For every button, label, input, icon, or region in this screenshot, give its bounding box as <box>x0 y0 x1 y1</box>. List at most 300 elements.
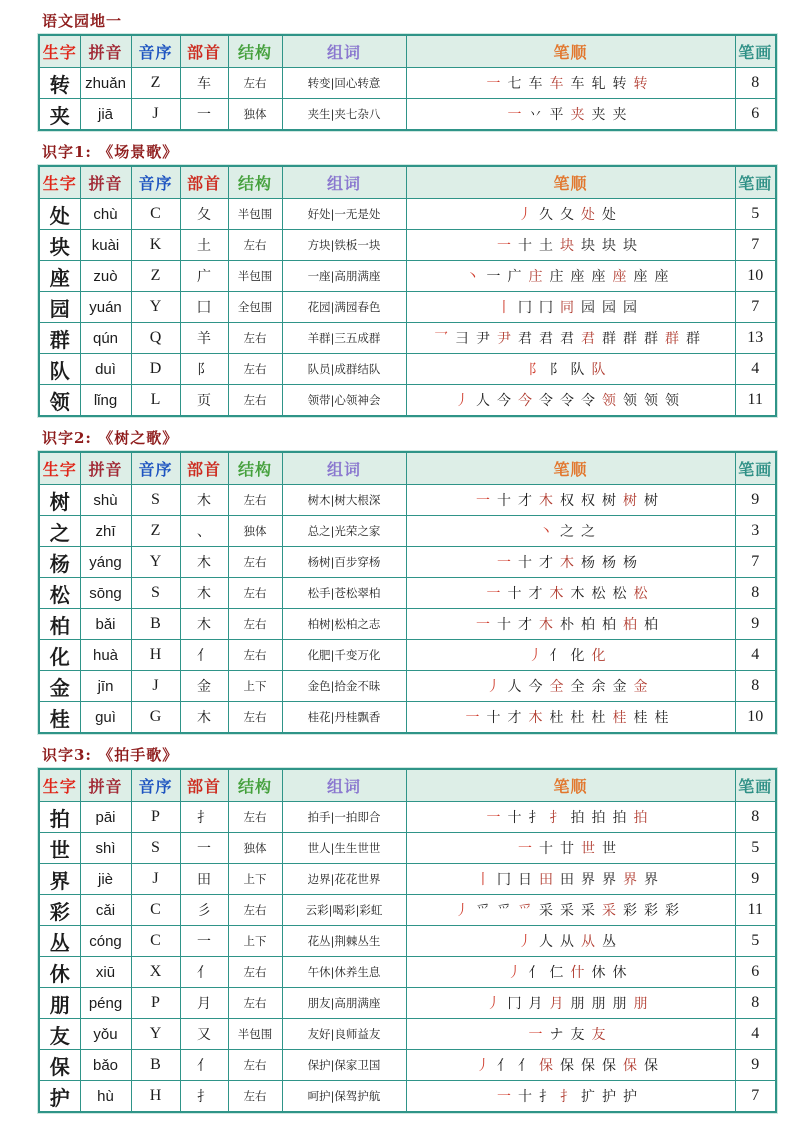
stroke-step: 杜 <box>570 710 585 726</box>
structure-cell: 左右 <box>228 323 282 354</box>
col-header-structure: 结构 <box>228 769 282 802</box>
stroke-step: 丷 <box>528 107 543 123</box>
stroke-count-cell: 9 <box>735 485 776 516</box>
stroke-step: 轧 <box>591 76 606 92</box>
col-header-initial: 音序 <box>131 769 180 802</box>
radical-cell: 月 <box>180 988 228 1019</box>
initial-cell: Z <box>131 516 180 547</box>
col-header-words: 组词 <box>282 769 406 802</box>
stroke-step: 柏 <box>623 617 637 633</box>
stroke-step: 今 <box>518 393 532 409</box>
stroke-order-cell <box>406 895 735 926</box>
stroke-step: 保 <box>560 1058 574 1074</box>
stroke-step: 处 <box>581 207 595 223</box>
hanzi-cell: 朋 <box>39 988 80 1019</box>
stroke-step: 群 <box>665 331 679 347</box>
radical-cell: 广 <box>180 261 228 292</box>
initial-cell: C <box>131 926 180 957</box>
stroke-step: 块 <box>581 238 595 254</box>
stroke-step: 乛 <box>434 331 448 347</box>
words-cell: 夹生|夹七杂八 <box>282 99 406 131</box>
pinyin-cell: duì <box>80 354 131 385</box>
stroke-step: 木 <box>549 586 564 602</box>
stroke-step: 界 <box>623 872 637 888</box>
words-cell: 友好|良师益友 <box>282 1019 406 1050</box>
section-2 <box>38 423 775 734</box>
col-header-radical: 部首 <box>180 452 228 485</box>
structure-cell: 半包围 <box>228 261 282 292</box>
pinyin-cell: yuán <box>80 292 131 323</box>
stroke-step: 拍 <box>633 810 648 826</box>
header-row <box>39 452 776 485</box>
stroke-count-cell: 7 <box>735 292 776 323</box>
stroke-step: 松 <box>612 586 627 602</box>
stroke-count-cell: 10 <box>735 261 776 292</box>
table-row <box>39 1019 776 1050</box>
structure-cell: 左右 <box>228 895 282 926</box>
stroke-step: 彩 <box>623 903 637 919</box>
stroke-step: 爫 <box>497 903 511 919</box>
stroke-step: 夂 <box>560 207 574 223</box>
header-row <box>39 166 776 199</box>
col-header-stroke_order: 笔顺 <box>406 769 735 802</box>
structure-cell: 半包围 <box>228 199 282 230</box>
words-cell: 柏树|松柏之志 <box>282 609 406 640</box>
radical-cell: 亻 <box>180 957 228 988</box>
pinyin-cell: kuài <box>80 230 131 261</box>
header-row <box>39 769 776 802</box>
stroke-step: 松 <box>633 586 648 602</box>
stroke-order-cell <box>406 1019 735 1050</box>
words-cell: 松手|苍松翠柏 <box>282 578 406 609</box>
hanzi-cell: 保 <box>39 1050 80 1081</box>
words-cell: 午休|休养生息 <box>282 957 406 988</box>
table-row <box>39 988 776 1019</box>
initial-cell: Q <box>131 323 180 354</box>
structure-cell: 左右 <box>228 609 282 640</box>
stroke-order-cell <box>406 99 735 131</box>
hanzi-cell: 柏 <box>39 609 80 640</box>
initial-cell: P <box>131 802 180 833</box>
hanzi-cell: 块 <box>39 230 80 261</box>
stroke-order-cell <box>406 1050 735 1081</box>
stroke-step: 桂 <box>612 710 627 726</box>
stroke-order-cell <box>406 230 735 261</box>
table-row <box>39 292 776 323</box>
structure-cell: 左右 <box>228 354 282 385</box>
stroke-step: 广 <box>507 269 522 285</box>
col-header-words: 组词 <box>282 35 406 68</box>
stroke-step: 丶 <box>539 524 553 540</box>
stroke-step: 田 <box>560 872 574 888</box>
col-header-stroke_count: 笔画 <box>735 452 776 485</box>
radical-cell: 木 <box>180 702 228 734</box>
col-header-pinyin: 拼音 <box>80 35 131 68</box>
pinyin-cell: zhuǎn <box>80 68 131 99</box>
stroke-step: 界 <box>602 872 616 888</box>
stroke-order-cell <box>406 609 735 640</box>
words-cell: 保护|保家卫国 <box>282 1050 406 1081</box>
stroke-step: 今 <box>528 679 543 695</box>
stroke-step: 护 <box>623 1089 637 1105</box>
pinyin-cell: jiā <box>80 99 131 131</box>
radical-cell: 扌 <box>180 802 228 833</box>
col-header-words: 组词 <box>282 452 406 485</box>
table-row <box>39 385 776 417</box>
stroke-step: 木 <box>539 617 553 633</box>
stroke-step: 人 <box>539 934 553 950</box>
stroke-step: 座 <box>612 269 627 285</box>
stroke-step: 七 <box>507 76 522 92</box>
structure-cell: 左右 <box>228 547 282 578</box>
table-row <box>39 802 776 833</box>
structure-cell: 独体 <box>228 516 282 547</box>
section-3 <box>38 740 775 1113</box>
stroke-step: 世 <box>602 841 616 857</box>
words-cell: 边界|花花世界 <box>282 864 406 895</box>
stroke-order-cell <box>406 547 735 578</box>
stroke-step: 座 <box>591 269 606 285</box>
stroke-step: 丿 <box>486 679 501 695</box>
pinyin-cell: cǎi <box>80 895 131 926</box>
stroke-step: 冂 <box>518 300 532 316</box>
stroke-step: 保 <box>581 1058 595 1074</box>
stroke-step: 松 <box>591 586 606 602</box>
stroke-step: 座 <box>654 269 669 285</box>
table-row <box>39 323 776 354</box>
stroke-step: 群 <box>686 331 700 347</box>
radical-cell: 田 <box>180 864 228 895</box>
stroke-step: 朋 <box>570 996 585 1012</box>
stroke-step: 车 <box>549 76 564 92</box>
pinyin-cell: péng <box>80 988 131 1019</box>
section-1 <box>38 137 775 417</box>
stroke-step: 保 <box>644 1058 658 1074</box>
hanzi-cell: 休 <box>39 957 80 988</box>
stroke-count-cell: 7 <box>735 1081 776 1113</box>
table-row <box>39 261 776 292</box>
hanzi-cell: 座 <box>39 261 80 292</box>
initial-cell: H <box>131 640 180 671</box>
stroke-step: 十 <box>518 238 532 254</box>
structure-cell: 左右 <box>228 385 282 417</box>
stroke-step: 朴 <box>560 617 574 633</box>
col-header-hanzi: 生字 <box>39 769 80 802</box>
stroke-step: ナ <box>549 1027 564 1043</box>
stroke-step: 仁 <box>549 965 564 981</box>
pinyin-cell: pāi <box>80 802 131 833</box>
initial-cell: B <box>131 1050 180 1081</box>
stroke-step: 护 <box>602 1089 616 1105</box>
stroke-count-cell: 5 <box>735 833 776 864</box>
stroke-order-cell <box>406 516 735 547</box>
stroke-order-cell <box>406 199 735 230</box>
stroke-step: 从 <box>560 934 574 950</box>
stroke-step: 之 <box>581 524 595 540</box>
structure-cell: 左右 <box>228 802 282 833</box>
table-row <box>39 547 776 578</box>
stroke-step: 保 <box>539 1058 553 1074</box>
stroke-order-cell <box>406 833 735 864</box>
stroke-order-cell <box>406 640 735 671</box>
structure-cell: 上下 <box>228 671 282 702</box>
pinyin-cell: shù <box>80 485 131 516</box>
initial-cell: Y <box>131 1019 180 1050</box>
stroke-step: 扌 <box>560 1089 574 1105</box>
hanzi-cell: 护 <box>39 1081 80 1113</box>
stroke-count-cell: 13 <box>735 323 776 354</box>
stroke-step: 休 <box>612 965 627 981</box>
stroke-step: 块 <box>623 238 637 254</box>
stroke-count-cell: 8 <box>735 671 776 702</box>
stroke-step: 十 <box>497 493 511 509</box>
stroke-step: 队 <box>570 362 585 378</box>
stroke-step: 丶 <box>465 269 480 285</box>
structure-cell: 左右 <box>228 578 282 609</box>
stroke-step: 丿 <box>455 393 469 409</box>
stroke-step: 树 <box>602 493 616 509</box>
stroke-step: 座 <box>633 269 648 285</box>
stroke-step: 柏 <box>644 617 658 633</box>
radical-cell: 一 <box>180 926 228 957</box>
initial-cell: Y <box>131 292 180 323</box>
stroke-step: 车 <box>528 76 543 92</box>
stroke-step: 木 <box>528 710 543 726</box>
stroke-step: 余 <box>591 679 606 695</box>
stroke-step: 友 <box>570 1027 585 1043</box>
radical-cell: 羊 <box>180 323 228 354</box>
table-row <box>39 485 776 516</box>
stroke-step: 彐 <box>455 331 469 347</box>
stroke-step: 杨 <box>623 555 637 571</box>
col-header-stroke_order: 笔顺 <box>406 166 735 199</box>
stroke-step: 块 <box>602 238 616 254</box>
col-header-initial: 音序 <box>131 166 180 199</box>
structure-cell: 左右 <box>228 640 282 671</box>
section-title: 语文园地一 <box>42 12 123 30</box>
stroke-step: 庄 <box>528 269 543 285</box>
stroke-count-cell: 5 <box>735 199 776 230</box>
col-header-structure: 结构 <box>228 452 282 485</box>
stroke-step: 丿 <box>518 207 532 223</box>
stroke-step: 休 <box>591 965 606 981</box>
stroke-step: 廿 <box>560 841 574 857</box>
initial-cell: J <box>131 671 180 702</box>
stroke-step: 一 <box>476 617 490 633</box>
radical-cell: 木 <box>180 485 228 516</box>
stroke-step: 令 <box>539 393 553 409</box>
initial-cell: C <box>131 199 180 230</box>
stroke-step: 座 <box>570 269 585 285</box>
hanzi-cell: 丛 <box>39 926 80 957</box>
words-cell: 云彩|喝彩|彩虹 <box>282 895 406 926</box>
col-header-pinyin: 拼音 <box>80 166 131 199</box>
stroke-step: 朋 <box>591 996 606 1012</box>
stroke-step: 才 <box>518 493 532 509</box>
header-row <box>39 35 776 68</box>
pinyin-cell: yǒu <box>80 1019 131 1050</box>
stroke-step: 金 <box>633 679 648 695</box>
initial-cell: S <box>131 833 180 864</box>
hanzi-cell: 松 <box>39 578 80 609</box>
structure-cell: 独体 <box>228 99 282 131</box>
stroke-count-cell: 11 <box>735 895 776 926</box>
stroke-step: 杜 <box>549 710 564 726</box>
stroke-step: 之 <box>560 524 574 540</box>
stroke-count-cell: 10 <box>735 702 776 734</box>
stroke-step: 木 <box>560 555 574 571</box>
stroke-step: 一 <box>486 269 501 285</box>
stroke-step: 树 <box>623 493 637 509</box>
stroke-step: 扌 <box>539 1089 553 1105</box>
stroke-order-cell <box>406 1081 735 1113</box>
pinyin-cell: jiè <box>80 864 131 895</box>
stroke-step: 爫 <box>476 903 490 919</box>
stroke-step: 一 <box>497 555 511 571</box>
radical-cell: 彡 <box>180 895 228 926</box>
stroke-step: 令 <box>581 393 595 409</box>
stroke-step: 一 <box>497 1089 511 1105</box>
col-header-pinyin: 拼音 <box>80 769 131 802</box>
radical-cell: 一 <box>180 99 228 131</box>
structure-cell: 上下 <box>228 926 282 957</box>
stroke-step: 一 <box>486 810 501 826</box>
radical-cell: 又 <box>180 1019 228 1050</box>
stroke-step: 一 <box>507 107 522 123</box>
stroke-step: 杜 <box>591 710 606 726</box>
stroke-count-cell: 9 <box>735 864 776 895</box>
stroke-step: 夹 <box>591 107 606 123</box>
hanzi-cell: 领 <box>39 385 80 417</box>
col-header-stroke_count: 笔画 <box>735 769 776 802</box>
stroke-step: 友 <box>591 1027 606 1043</box>
stroke-step: 全 <box>549 679 564 695</box>
stroke-step: 领 <box>623 393 637 409</box>
stroke-step: 一 <box>486 76 501 92</box>
stroke-count-cell: 6 <box>735 99 776 131</box>
hanzi-cell: 园 <box>39 292 80 323</box>
stroke-step: 采 <box>602 903 616 919</box>
stroke-step: 杨 <box>602 555 616 571</box>
col-header-radical: 部首 <box>180 35 228 68</box>
pinyin-cell: zuò <box>80 261 131 292</box>
words-cell: 方块|铁板一块 <box>282 230 406 261</box>
stroke-count-cell: 3 <box>735 516 776 547</box>
stroke-step: 才 <box>539 555 553 571</box>
initial-cell: S <box>131 578 180 609</box>
stroke-step: 十 <box>507 810 522 826</box>
stroke-count-cell: 9 <box>735 609 776 640</box>
stroke-step: 一 <box>465 710 480 726</box>
stroke-step: 庄 <box>549 269 564 285</box>
words-cell: 杨树|百步穿杨 <box>282 547 406 578</box>
stroke-step: 亻 <box>518 1058 532 1074</box>
stroke-step: 拍 <box>570 810 585 826</box>
stroke-step: 界 <box>644 872 658 888</box>
radical-cell: 车 <box>180 68 228 99</box>
section-title: 识字2: 《树之歌》 <box>42 429 179 447</box>
radical-cell: 囗 <box>180 292 228 323</box>
words-cell: 化肥|千变万化 <box>282 640 406 671</box>
stroke-step: 十 <box>507 586 522 602</box>
hanzi-cell: 化 <box>39 640 80 671</box>
words-cell: 羊群|三五成群 <box>282 323 406 354</box>
hanzi-cell: 夹 <box>39 99 80 131</box>
initial-cell: G <box>131 702 180 734</box>
stroke-step: 车 <box>570 76 585 92</box>
hanzi-cell: 拍 <box>39 802 80 833</box>
stroke-step: 丿 <box>518 934 532 950</box>
stroke-step: 丿 <box>455 903 469 919</box>
vocab-table <box>38 768 777 1113</box>
stroke-step: 树 <box>644 493 658 509</box>
stroke-step: 朋 <box>612 996 627 1012</box>
stroke-step: 亻 <box>549 648 564 664</box>
stroke-order-cell <box>406 578 735 609</box>
structure-cell: 左右 <box>228 68 282 99</box>
stroke-step: 转 <box>633 76 648 92</box>
stroke-step: 尹 <box>476 331 490 347</box>
pinyin-cell: shì <box>80 833 131 864</box>
col-header-initial: 音序 <box>131 35 180 68</box>
stroke-step: 朋 <box>633 996 648 1012</box>
stroke-step: 处 <box>602 207 616 223</box>
table-row <box>39 671 776 702</box>
stroke-step: 转 <box>612 76 627 92</box>
stroke-step: 阝 <box>549 362 564 378</box>
col-header-structure: 结构 <box>228 35 282 68</box>
col-header-stroke_order: 笔顺 <box>406 35 735 68</box>
stroke-step: 十 <box>497 617 511 633</box>
words-cell: 桂花|丹桂飘香 <box>282 702 406 734</box>
table-row <box>39 833 776 864</box>
stroke-count-cell: 4 <box>735 354 776 385</box>
radical-cell: 、 <box>180 516 228 547</box>
hanzi-cell: 队 <box>39 354 80 385</box>
stroke-step: 扌 <box>549 810 564 826</box>
stroke-step: 界 <box>581 872 595 888</box>
structure-cell: 左右 <box>228 1081 282 1113</box>
stroke-order-cell <box>406 864 735 895</box>
pinyin-cell: bǎi <box>80 609 131 640</box>
stroke-order-cell <box>406 485 735 516</box>
stroke-step: 园 <box>623 300 637 316</box>
stroke-step: 金 <box>612 679 627 695</box>
radical-cell: 土 <box>180 230 228 261</box>
initial-cell: H <box>131 1081 180 1113</box>
words-cell: 朋友|高朋满座 <box>282 988 406 1019</box>
stroke-step: 土 <box>539 238 553 254</box>
words-cell: 领带|心领神会 <box>282 385 406 417</box>
stroke-step: 丿 <box>528 648 543 664</box>
col-header-hanzi: 生字 <box>39 166 80 199</box>
stroke-step: 才 <box>518 617 532 633</box>
stroke-step: 亻 <box>528 965 543 981</box>
structure-cell: 左右 <box>228 1050 282 1081</box>
stroke-order-cell <box>406 323 735 354</box>
pinyin-cell: sōng <box>80 578 131 609</box>
table-row <box>39 354 776 385</box>
table-row <box>39 68 776 99</box>
stroke-step: 夹 <box>612 107 627 123</box>
initial-cell: C <box>131 895 180 926</box>
initial-cell: S <box>131 485 180 516</box>
stroke-step: 群 <box>602 331 616 347</box>
stroke-step: 权 <box>581 493 595 509</box>
stroke-order-cell <box>406 702 735 734</box>
hanzi-cell: 树 <box>39 485 80 516</box>
section-0 <box>38 6 775 131</box>
